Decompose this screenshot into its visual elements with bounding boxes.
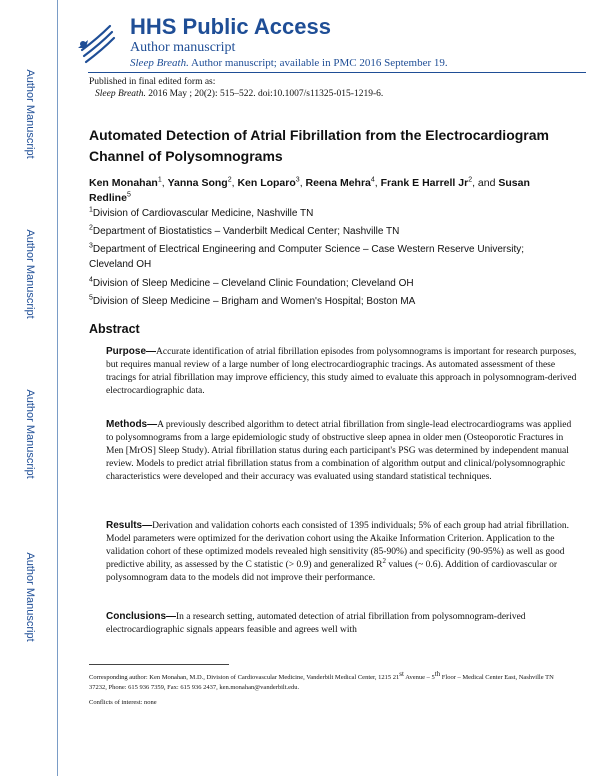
abstract-results: Results—Derivation and validation cohorts each consisted of 1395 individuals; 5% of each group had atrial fibrillation. Model parameters were optimized for the derivation cohort using the Akaike Information Criterion. Application to the validation cohort of these optimized models revealed high sensitivity (85-90%) and specificity (90-95%) as well as good predictive ability, as assessed by the C statistic (> 0.9) and generalized $R^2$ values (~ 0.6). Addition of cardiovascular or polysomnogram data to the models did not improve their performance. — [106, 520, 569, 583]
header-title: HHS Public Access — [130, 14, 331, 39]
affiliation: $^3$Department of Electrical Engineering and Computer Science – Case Western Reserve University; Cleveland OH — [89, 242, 525, 270]
author-manuscript-label: Author Manuscript — [24, 229, 36, 319]
article-title: Automated Detection of Atrial Fibrillation from the Electrocardiogram Channel of Polysomnograms — [89, 127, 549, 164]
abstract-heading: Abstract — [89, 322, 140, 336]
citation: Sleep Breath. 2016 May ; 20(2): 515–522. doi:10.1007/s11325-015-1219-6. — [95, 89, 384, 99]
footnote-rule — [89, 664, 229, 665]
abstract-conclusions: Conclusions—In a research setting, automated detection of atrial fibrillation from polysomnogram-derived electrocardiographic signals appears feasible and agrees well with — [106, 611, 526, 635]
header-rule — [88, 72, 586, 73]
affiliation: $^4$Division of Sleep Medicine – Cleveland Clinic Foundation; Cleveland OH — [89, 276, 414, 289]
affiliation: $^5$Division of Sleep Medicine – Brigham and Women's Hospital; Boston MA — [89, 294, 416, 307]
author-manuscript-label: Author Manuscript — [24, 552, 36, 642]
conflicts-note: Conflicts of interest: none — [89, 699, 157, 706]
hhs-eagle-icon — [74, 20, 118, 68]
author-manuscript-label: Author Manuscript — [24, 69, 36, 159]
abstract-purpose: Purpose—Accurate identification of atrial fibrillation episodes from polysomnograms is important for research purposes, but requires manual review of a large number of long electrocardiographic tracings. As automated assessment of these tracings for atrial fibrillation may improve efficiency, this study aimed to evaluate this approach in polysomnogram-derived electrocardiographic data. — [106, 346, 577, 396]
author-list: Ken Monahan$^1$, Yanna Song$^2$, Ken Loparo$^3$, Reena Mehra$^4$, Frank E Harrell Jr$^2$, and Susan Redline$^5$ — [89, 176, 530, 204]
affiliation: $^1$Division of Cardiovascular Medicine, Nashville TN — [89, 206, 314, 219]
abstract-methods: Methods—A previously described algorithm to detect atrial fibrillation from single-lead electrocardiograms was applied to polysomnograms from a large epidemiologic study of obstructive sleep apnea in older men (Osteoporotic Fractures in Men [MrOS] Sleep Study). Atrial fibrillation status during each participant's PSG was determined by independent manual review. Models to predict atrial fibrillation status from a combination of algorithm output and clinical/polysomnographic characteristics were developed and their accuracy was evaluated using standard statistical techniques. — [106, 419, 572, 482]
affiliation: $^2$Department of Biostatistics – Vanderbilt Medical Center; Nashville TN — [89, 224, 400, 237]
published-label: Published in final edited form as: — [89, 77, 216, 87]
header-subtitle: Author manuscript — [130, 40, 236, 55]
availability-line: Sleep Breath. Author manuscript; available in PMC 2016 September 19. — [130, 57, 448, 69]
corresponding-author-note: Corresponding author: Ken Monahan, M.D., Division of Cardiovascular Medicine, Vanderbilt Medical Center, 1215 21st Avenue – 5th Floor – Medical Center East, Nashville TN 37232, Phone: 615 936 7359, Fax: 615 936 2437, ken.monahan@vanderbilt.edu. — [89, 669, 554, 691]
author-manuscript-label: Author Manuscript — [24, 389, 36, 479]
sidebar-divider — [57, 0, 58, 776]
